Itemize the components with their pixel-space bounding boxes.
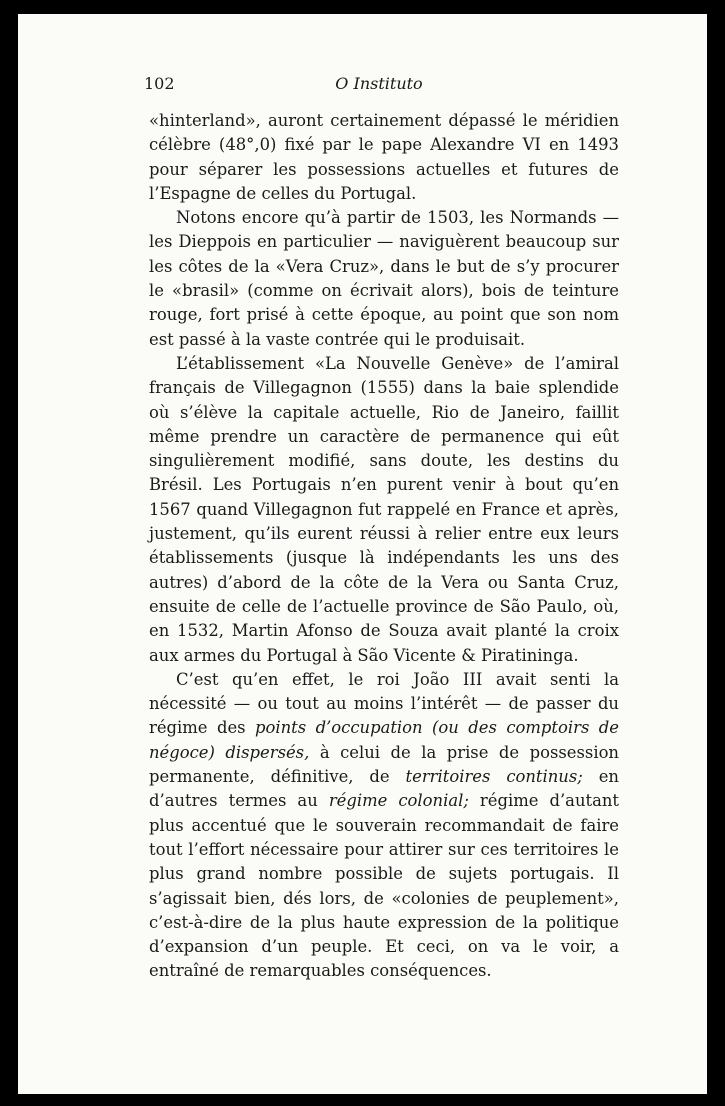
paragraph-4-text-3: en d’autres termes au bbox=[149, 767, 619, 811]
paragraph-4-text-1: C’est qu’en effet, le roi João III avait senti la nécessité — ou tout au moins l’intérêt — de passer du régime des bbox=[149, 669, 619, 738]
page-number: 102 bbox=[144, 74, 175, 93]
paragraph-4-italic-3: régime colonial; bbox=[328, 791, 469, 811]
running-title: O Instituto bbox=[335, 74, 423, 93]
body-text bbox=[149, 109, 619, 984]
paragraph-3: L’établissement «La Nouvelle Genève» de l’amiral français de Villegagnon (1555) dans la baie splendide où s’élève la capitale actuelle, Rio de Janeiro, faillit même prendre un caractère de permanence qui eût singulièrement modifié, sans doute, les destins du Brésil. Les Portugais n’en purent venir à bout qu’en 1567 quand Villegagnon fut rappelé en France et après, justement, qu’ils eurent réussi à relier entre eux leurs établissements (jusque là indépendants les uns des autres) d’abord de la côte de la Vera ou Santa Cruz, ensuite de celle de l’actuelle province de São Paulo, où, en 1532, Martin Afonso de Souza avait planté la croix aux armes du Portugal à São Vicente & Piratininga. bbox=[149, 353, 619, 665]
paragraph-4-text-4: régime d’autant plus accentué que le souverain recommandait de faire tout l’effort nécessaire pour attirer sur ces territoires le plus grand nombre possible de sujets portugais. Il s’agissait bien, dés lors, de «colonies de peuplement», c’est-à-dire de la plus haute expression de la politique d’expansion d’un peuple. Et ceci, on va le voir, a entraîné de remarquables conséquences. bbox=[149, 791, 620, 981]
paragraph-2: Notons encore qu’à partir de 1503, les Normands — les Dieppois en particulier — naviguèrent beaucoup sur les côtes de la «Vera Cruz», dans le but de s’y procurer le «brasil» (comme on écrivait alors), bois de teinture rouge, fort prisé à cette époque, au point que son nom est passé à la vaste contrée qui le produisait. bbox=[149, 208, 619, 349]
book-page bbox=[18, 14, 707, 1094]
page-header bbox=[144, 74, 614, 100]
paragraph-4-text-2: à celui de la prise de possession permanente, définitive, de bbox=[149, 742, 619, 787]
paragraph-4-italic-1: points d’occupation (ou des comptoirs de négoce) dispersés, bbox=[149, 718, 619, 762]
paragraph-4 bbox=[149, 668, 619, 984]
paragraph-1: «hinterland», auront certainement dépassé le méridien célèbre (48°,0) fixé par le pape Alexandre VI en 1493 pour séparer les possessions actuelles et futures de l’Espagne de celles du Portugal. bbox=[149, 111, 619, 203]
paragraph-4-italic-2: territoires continus; bbox=[405, 767, 583, 787]
